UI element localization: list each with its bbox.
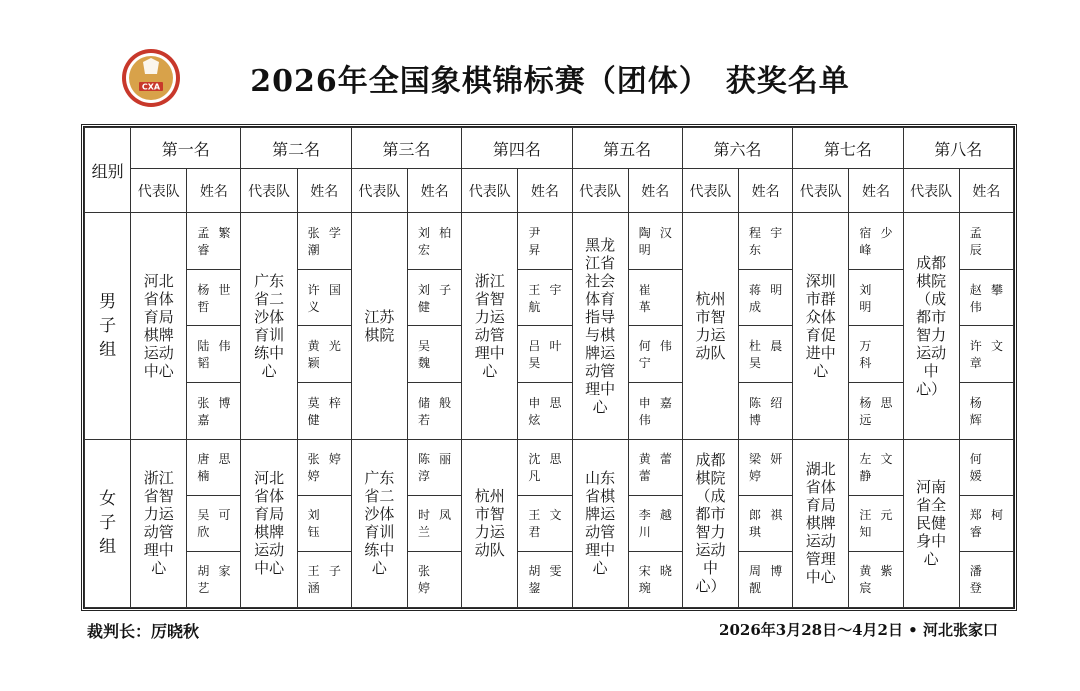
team-name-line: 练中 [254, 343, 285, 362]
team-name-line: 都市 [916, 307, 947, 326]
player-name: 刘 明 [849, 269, 903, 326]
player-name: 崔 革 [628, 269, 682, 326]
team-name-line: 沙体 [254, 307, 285, 326]
place-header: 第五名 [572, 128, 682, 169]
player-name: 吴 魏 [408, 326, 462, 383]
player-name: 杨世哲 [187, 269, 241, 326]
team-name-line: 省全 [916, 496, 947, 515]
player-name: 蒋明成 [739, 269, 793, 326]
award-table-frame [81, 124, 1017, 611]
team-name-line: （成 [695, 487, 726, 506]
team-name-line: 众体 [805, 307, 836, 326]
player-name: 张婷婷 [297, 439, 351, 495]
player-name: 万 科 [849, 326, 903, 383]
team-name-line: 运动 [695, 541, 726, 560]
place-header: 第六名 [682, 128, 792, 169]
team-name-line: 沙体 [364, 505, 395, 524]
player-name: 刘子健 [408, 269, 462, 326]
team-name-line: 中心 [143, 361, 174, 380]
place-header: 第八名 [903, 128, 1013, 169]
player-name: 杜晨昊 [739, 326, 793, 383]
team-name-line: 省二 [254, 289, 285, 308]
player-name: 刘柏宏 [408, 213, 462, 270]
team-name-line: 中 [702, 559, 718, 578]
player-name: 吕叶昊 [518, 326, 572, 383]
player-name: 宿少峰 [849, 213, 903, 270]
player-name: 何伟宁 [628, 326, 682, 383]
player-name: 赵攀伟 [959, 269, 1013, 326]
player-name: 尹 昇 [518, 213, 572, 270]
team-name-line: 指导 [585, 307, 616, 326]
team-name-line: 杭州 [695, 289, 726, 308]
team-cell [462, 213, 518, 439]
team-name-line: （成 [916, 289, 947, 308]
player-name: 黄光颖 [297, 326, 351, 383]
player-name: 陆伟韬 [187, 326, 241, 383]
group-label-char: 女 [99, 489, 117, 510]
team-name-line: 省智 [143, 487, 174, 506]
player-name: 何 媛 [959, 439, 1013, 495]
group-label-char: 组 [99, 537, 117, 558]
player-name: 潘 登 [959, 551, 1013, 607]
page-title: 2026年全国象棋锦标赛（团体） 获奖名单 [250, 64, 850, 99]
team-name-line: 杭州 [474, 487, 505, 506]
team-cell [241, 213, 297, 439]
cxa-logo-icon [121, 48, 181, 108]
team-name-line: 江苏 [364, 307, 395, 326]
team-name-line: 运动 [143, 343, 174, 362]
team-name-line: 理中 [474, 343, 505, 362]
team-name-line: 中心 [805, 568, 836, 587]
team-name-line: 成都 [916, 253, 947, 272]
team-name-line: 育局 [143, 307, 174, 326]
team-name-line: 育训 [364, 523, 395, 542]
team-name-line: 体育 [585, 289, 616, 308]
team-name-line: 运动 [254, 541, 285, 560]
team-name-line: 力运 [474, 307, 505, 326]
team-name-line: 心 [592, 397, 608, 416]
team-name-line: 都市 [695, 505, 726, 524]
team-cell [241, 439, 297, 607]
team-name-line: 练中 [364, 541, 395, 560]
team-cell [903, 439, 959, 607]
player-name: 沈思凡 [518, 439, 572, 495]
team-name-line: 省二 [364, 487, 395, 506]
player-name: 许国义 [297, 269, 351, 326]
team-cell [351, 213, 407, 439]
team-name-line: 心） [695, 577, 726, 596]
team-name-line: 广东 [254, 271, 285, 290]
name-header: 姓名 [297, 169, 351, 213]
player-name: 莫梓健 [297, 382, 351, 439]
team-name-line: 运动 [805, 532, 836, 551]
team-name-line: 省智 [474, 289, 505, 308]
team-name-line: 理中 [143, 541, 174, 560]
team-name-line: 棋牌 [254, 523, 285, 542]
team-name-line: 管理 [805, 550, 836, 569]
team-name-line: 育局 [805, 496, 836, 515]
team-name-line: 省体 [805, 478, 836, 497]
team-name-line: 棋院 [695, 469, 726, 488]
team-name-line: 湖北 [805, 460, 836, 479]
player-name: 张学潮 [297, 213, 351, 270]
team-cell [351, 439, 407, 607]
team-name-line: 身中 [916, 532, 947, 551]
player-name: 储般若 [408, 382, 462, 439]
group-header: 组别 [85, 128, 131, 213]
team-name-line: 智力 [916, 325, 947, 344]
date-location: 2026年3月28日～4月2日 • 河北张家口 [719, 621, 998, 639]
player-name: 陈绍博 [739, 382, 793, 439]
player-name: 黄紫宸 [849, 551, 903, 607]
player-name: 程宇东 [739, 213, 793, 270]
team-header: 代表队 [131, 169, 187, 213]
team-cell [462, 439, 518, 607]
team-name-line: 心 [813, 361, 829, 380]
name-header: 姓名 [959, 169, 1013, 213]
team-name-line: 中心 [254, 559, 285, 578]
team-header: 代表队 [351, 169, 407, 213]
name-header: 姓名 [628, 169, 682, 213]
team-name-line: 棋牌 [143, 325, 174, 344]
award-table [84, 127, 1014, 608]
team-name-line: 心 [151, 559, 167, 578]
place-header: 第七名 [793, 128, 903, 169]
team-name-line: 心 [482, 361, 498, 380]
player-name: 宋晓琬 [628, 551, 682, 607]
team-header: 代表队 [462, 169, 518, 213]
team-cell [682, 439, 738, 607]
player-name: 时凤兰 [408, 495, 462, 551]
team-name-line: 浙江 [143, 469, 174, 488]
team-header: 代表队 [682, 169, 738, 213]
player-name: 陶汉明 [628, 213, 682, 270]
team-header: 代表队 [572, 169, 628, 213]
team-name-line: 动队 [695, 343, 726, 362]
team-name-line: 河北 [254, 469, 285, 488]
team-name-line: 深圳 [805, 271, 836, 290]
team-name-line: 棋院 [916, 271, 947, 290]
team-cell [903, 213, 959, 439]
team-name-line: 成都 [695, 451, 726, 470]
group-label [85, 439, 131, 607]
team-cell [572, 213, 628, 439]
team-cell [131, 213, 187, 439]
team-name-line: 动管 [474, 325, 505, 344]
player-name: 陈丽淳 [408, 439, 462, 495]
team-name-line: 心 [261, 361, 277, 380]
team-name-line: 力运 [474, 523, 505, 542]
team-name-line: 牌运 [585, 343, 616, 362]
player-name: 吴可欣 [187, 495, 241, 551]
group-label-char: 男 [99, 291, 117, 312]
chief-referee: 裁判长：厉晓秋 [87, 622, 200, 641]
player-name: 王宇航 [518, 269, 572, 326]
team-name-line: 市智 [695, 307, 726, 326]
team-name-line: 浙江 [474, 271, 505, 290]
name-header: 姓名 [518, 169, 572, 213]
team-name-line: 心 [592, 559, 608, 578]
player-name: 孟繁睿 [187, 213, 241, 270]
name-header: 姓名 [408, 169, 462, 213]
player-name: 张博嘉 [187, 382, 241, 439]
team-name-line: 力运 [143, 505, 174, 524]
team-name-line: 黑龙 [585, 235, 616, 254]
team-header: 代表队 [903, 169, 959, 213]
team-name-line: 智力 [695, 523, 726, 542]
place-header: 第四名 [462, 128, 572, 169]
player-name: 黄蕾蕾 [628, 439, 682, 495]
place-header: 第二名 [241, 128, 351, 169]
name-header: 姓名 [739, 169, 793, 213]
player-name: 申思炫 [518, 382, 572, 439]
team-name-line: 民健 [916, 514, 947, 533]
group-label [85, 213, 131, 439]
team-name-line: 力运 [695, 325, 726, 344]
team-name-line: 运动 [916, 343, 947, 362]
team-name-line: 育训 [254, 325, 285, 344]
name-header: 姓名 [849, 169, 903, 213]
team-cell [793, 213, 849, 439]
team-name-line: 动管 [143, 523, 174, 542]
team-header: 代表队 [793, 169, 849, 213]
team-name-line: 江省 [585, 253, 616, 272]
player-name: 汪元知 [849, 495, 903, 551]
player-name: 周博靓 [739, 551, 793, 607]
team-name-line: 与棋 [585, 325, 616, 344]
team-name-line: 育局 [254, 505, 285, 524]
team-name-line: 心） [916, 379, 947, 398]
team-name-line: 育促 [805, 325, 836, 344]
player-name: 孟 辰 [959, 213, 1013, 270]
player-name: 王子涵 [297, 551, 351, 607]
team-cell [131, 439, 187, 607]
player-name: 刘 钰 [297, 495, 351, 551]
svg-text:CXA: CXA [141, 82, 161, 92]
group-label-char: 子 [99, 315, 117, 336]
team-name-line: 河南 [916, 478, 947, 497]
team-name-line: 棋牌 [805, 514, 836, 533]
player-name: 胡雯鋆 [518, 551, 572, 607]
team-cell [682, 213, 738, 439]
group-label-char: 子 [99, 513, 117, 534]
team-name-line: 动管 [585, 361, 616, 380]
player-name: 许文章 [959, 326, 1013, 383]
team-cell [793, 439, 849, 607]
name-header: 姓名 [187, 169, 241, 213]
team-name-line: 社会 [585, 271, 616, 290]
team-cell [572, 439, 628, 607]
team-name-line: 理中 [585, 379, 616, 398]
team-header: 代表队 [241, 169, 297, 213]
player-name: 胡家艺 [187, 551, 241, 607]
team-name-line: 中 [923, 361, 939, 380]
team-name-line: 省体 [143, 289, 174, 308]
player-name: 王文君 [518, 495, 572, 551]
player-name: 唐思楠 [187, 439, 241, 495]
team-name-line: 广东 [364, 469, 395, 488]
player-name: 郎祺琪 [739, 495, 793, 551]
team-name-line: 市群 [805, 289, 836, 308]
team-name-line: 动管 [585, 523, 616, 542]
player-name: 杨 辉 [959, 382, 1013, 439]
team-name-line: 市智 [474, 505, 505, 524]
team-name-line: 动队 [474, 541, 505, 560]
player-name: 郑柯睿 [959, 495, 1013, 551]
team-name-line: 心 [371, 559, 387, 578]
team-name-line: 省棋 [585, 487, 616, 506]
group-label-char: 组 [99, 339, 117, 360]
player-name: 杨思远 [849, 382, 903, 439]
player-name: 张 婷 [408, 551, 462, 607]
team-name-line: 进中 [805, 343, 836, 362]
team-name-line: 山东 [585, 469, 616, 488]
place-header: 第三名 [351, 128, 461, 169]
team-name-line: 省体 [254, 487, 285, 506]
player-name: 梁妍婷 [739, 439, 793, 495]
place-header: 第一名 [131, 128, 241, 169]
team-name-line: 理中 [585, 541, 616, 560]
player-name: 申嘉伟 [628, 382, 682, 439]
player-name: 左文静 [849, 439, 903, 495]
team-name-line: 心 [923, 550, 939, 569]
player-name: 李越川 [628, 495, 682, 551]
team-name-line: 棋院 [364, 325, 395, 344]
team-name-line: 牌运 [585, 505, 616, 524]
team-name-line: 河北 [143, 271, 174, 290]
